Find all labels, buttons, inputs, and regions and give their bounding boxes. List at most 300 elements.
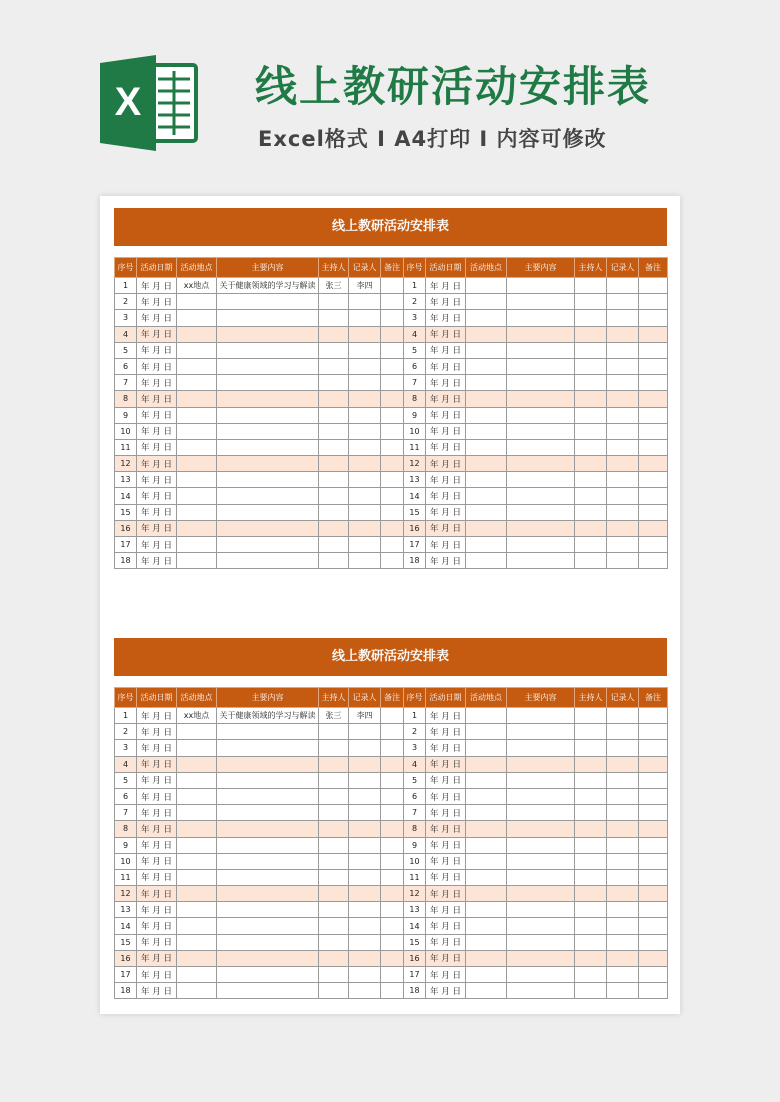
table-row [115, 821, 668, 837]
row-number: 8 [115, 821, 137, 837]
recorder-cell [607, 967, 639, 983]
content-cell [217, 788, 319, 804]
column-header: 备注 [639, 688, 668, 708]
note-cell [381, 772, 404, 788]
note-cell [381, 967, 404, 983]
content-cell [507, 788, 575, 804]
recorder-cell [607, 756, 639, 772]
row-number: 3 [404, 310, 426, 326]
content-cell [507, 342, 575, 358]
recorder-cell [607, 853, 639, 869]
place-cell [466, 278, 507, 294]
place-cell [466, 967, 507, 983]
row-number: 15 [404, 504, 426, 520]
content-cell [217, 375, 319, 391]
row-number: 18 [115, 553, 137, 569]
column-header: 活动地点 [177, 688, 217, 708]
row-number: 7 [115, 375, 137, 391]
column-header: 序号 [404, 688, 426, 708]
content-cell [507, 967, 575, 983]
content-cell [507, 724, 575, 740]
note-cell [381, 310, 404, 326]
note-cell [639, 520, 668, 536]
column-header: 主持人 [575, 688, 607, 708]
host-cell [319, 983, 349, 999]
host-cell [575, 472, 607, 488]
date-cell: 年 月 日 [137, 869, 177, 885]
content-cell [507, 407, 575, 423]
recorder-cell [607, 520, 639, 536]
date-cell: 年 月 日 [426, 537, 466, 553]
row-number: 18 [404, 553, 426, 569]
date-cell: 年 月 日 [426, 456, 466, 472]
column-header: 记录人 [349, 258, 381, 278]
recorder-cell [607, 472, 639, 488]
row-number: 5 [404, 342, 426, 358]
recorder-cell [607, 537, 639, 553]
recorder-cell [349, 342, 381, 358]
row-number: 15 [404, 934, 426, 950]
note-cell [639, 983, 668, 999]
host-cell [575, 853, 607, 869]
date-cell: 年 月 日 [426, 472, 466, 488]
excel-logo-icon [100, 55, 198, 151]
row-number: 16 [404, 520, 426, 536]
table-row [115, 869, 668, 885]
place-cell [177, 488, 217, 504]
row-number: 1 [115, 708, 137, 724]
note-cell [381, 488, 404, 504]
host-cell [319, 439, 349, 455]
note-cell [381, 439, 404, 455]
place-cell [466, 950, 507, 966]
content-cell [507, 886, 575, 902]
place-cell [177, 756, 217, 772]
place-cell [466, 983, 507, 999]
row-number: 10 [115, 853, 137, 869]
host-cell: 张三 [319, 708, 349, 724]
content-cell [217, 294, 319, 310]
row-number: 10 [404, 423, 426, 439]
row-number: 17 [404, 537, 426, 553]
date-cell: 年 月 日 [426, 358, 466, 374]
recorder-cell [607, 740, 639, 756]
content-cell [217, 488, 319, 504]
row-number: 15 [115, 504, 137, 520]
note-cell [381, 504, 404, 520]
date-cell: 年 月 日 [426, 853, 466, 869]
note-cell [639, 934, 668, 950]
table-row [115, 504, 668, 520]
note-cell [639, 472, 668, 488]
sheet-title: 线上教研活动安排表 [114, 638, 667, 676]
date-cell: 年 月 日 [137, 375, 177, 391]
table-row [115, 724, 668, 740]
recorder-cell [349, 472, 381, 488]
content-cell [507, 805, 575, 821]
content-cell [507, 869, 575, 885]
host-cell [319, 553, 349, 569]
place-cell [466, 886, 507, 902]
content-cell [507, 375, 575, 391]
host-cell [575, 967, 607, 983]
note-cell [639, 837, 668, 853]
host-cell [575, 869, 607, 885]
note-cell [381, 537, 404, 553]
content-cell [507, 488, 575, 504]
note-cell [381, 788, 404, 804]
note-cell [639, 886, 668, 902]
host-cell [319, 772, 349, 788]
date-cell: 年 月 日 [426, 805, 466, 821]
note-cell [381, 520, 404, 536]
date-cell: 年 月 日 [137, 520, 177, 536]
date-cell: 年 月 日 [426, 553, 466, 569]
date-cell: 年 月 日 [137, 740, 177, 756]
content-cell [507, 391, 575, 407]
date-cell: 年 月 日 [426, 423, 466, 439]
note-cell [639, 407, 668, 423]
place-cell [466, 837, 507, 853]
note-cell [381, 342, 404, 358]
recorder-cell [349, 886, 381, 902]
content-cell [507, 853, 575, 869]
date-cell: 年 月 日 [137, 918, 177, 934]
place-cell [177, 342, 217, 358]
host-cell [319, 788, 349, 804]
date-cell: 年 月 日 [137, 837, 177, 853]
recorder-cell [349, 983, 381, 999]
place-cell [177, 407, 217, 423]
content-cell [217, 772, 319, 788]
note-cell [639, 504, 668, 520]
place-cell [177, 358, 217, 374]
content-cell [217, 358, 319, 374]
recorder-cell [607, 724, 639, 740]
recorder-cell [349, 724, 381, 740]
content-cell [507, 821, 575, 837]
place-cell: xx地点 [177, 708, 217, 724]
recorder-cell [349, 821, 381, 837]
row-number: 6 [115, 788, 137, 804]
table-row [115, 310, 668, 326]
date-cell: 年 月 日 [137, 391, 177, 407]
table-row [115, 294, 668, 310]
place-cell [177, 504, 217, 520]
row-number: 7 [404, 805, 426, 821]
row-number: 16 [115, 950, 137, 966]
content-cell [217, 423, 319, 439]
recorder-cell [349, 853, 381, 869]
note-cell [639, 488, 668, 504]
table-row [115, 740, 668, 756]
date-cell: 年 月 日 [426, 740, 466, 756]
host-cell [319, 358, 349, 374]
content-cell [217, 553, 319, 569]
note-cell [381, 278, 404, 294]
row-number: 1 [404, 708, 426, 724]
content-cell [507, 326, 575, 342]
place-cell [177, 375, 217, 391]
table-row [115, 537, 668, 553]
place-cell [177, 553, 217, 569]
recorder-cell [349, 407, 381, 423]
place-cell [466, 488, 507, 504]
content-cell [507, 310, 575, 326]
place-cell [466, 708, 507, 724]
content-cell [217, 472, 319, 488]
table-row [115, 886, 668, 902]
host-cell [319, 488, 349, 504]
table-row [115, 375, 668, 391]
recorder-cell [349, 358, 381, 374]
place-cell [466, 902, 507, 918]
row-number: 3 [404, 740, 426, 756]
row-number: 18 [404, 983, 426, 999]
date-cell: 年 月 日 [137, 821, 177, 837]
row-number: 5 [404, 772, 426, 788]
place-cell [466, 788, 507, 804]
row-number: 10 [115, 423, 137, 439]
note-cell [639, 918, 668, 934]
content-cell [217, 950, 319, 966]
schedule-sheet-2 [114, 638, 667, 999]
column-header: 活动日期 [426, 258, 466, 278]
date-cell: 年 月 日 [137, 708, 177, 724]
place-cell [177, 788, 217, 804]
host-cell [575, 278, 607, 294]
date-cell: 年 月 日 [426, 724, 466, 740]
note-cell [639, 869, 668, 885]
row-number: 5 [115, 772, 137, 788]
date-cell: 年 月 日 [137, 342, 177, 358]
recorder-cell [349, 488, 381, 504]
place-cell [177, 837, 217, 853]
column-header: 主要内容 [217, 688, 319, 708]
place-cell [177, 902, 217, 918]
recorder-cell [349, 756, 381, 772]
table-row [115, 805, 668, 821]
host-cell [575, 553, 607, 569]
recorder-cell [607, 407, 639, 423]
recorder-cell [607, 886, 639, 902]
row-number: 6 [404, 788, 426, 804]
date-cell: 年 月 日 [426, 520, 466, 536]
column-header: 记录人 [607, 688, 639, 708]
content-cell [507, 472, 575, 488]
column-header: 活动日期 [426, 688, 466, 708]
row-number: 14 [115, 488, 137, 504]
recorder-cell [607, 821, 639, 837]
date-cell: 年 月 日 [137, 934, 177, 950]
note-cell [381, 853, 404, 869]
recorder-cell [607, 294, 639, 310]
host-cell [575, 934, 607, 950]
host-cell [575, 821, 607, 837]
column-header: 主要内容 [507, 258, 575, 278]
content-cell [217, 520, 319, 536]
place-cell: xx地点 [177, 278, 217, 294]
recorder-cell [349, 423, 381, 439]
column-header: 活动地点 [177, 258, 217, 278]
host-cell [575, 708, 607, 724]
host-cell [575, 520, 607, 536]
sheet-title: 线上教研活动安排表 [114, 208, 667, 246]
recorder-cell [607, 375, 639, 391]
host-cell [319, 423, 349, 439]
date-cell: 年 月 日 [426, 278, 466, 294]
table-row [115, 326, 668, 342]
place-cell [177, 439, 217, 455]
place-cell [466, 375, 507, 391]
table-row [115, 918, 668, 934]
page-header [0, 0, 780, 190]
place-cell [177, 918, 217, 934]
recorder-cell [349, 772, 381, 788]
date-cell: 年 月 日 [426, 326, 466, 342]
content-cell [507, 423, 575, 439]
table-row [115, 342, 668, 358]
place-cell [466, 537, 507, 553]
table-row [115, 278, 668, 294]
content-cell: 关于健康领域的学习与解读 [217, 708, 319, 724]
place-cell [177, 983, 217, 999]
recorder-cell [607, 310, 639, 326]
content-cell [217, 740, 319, 756]
note-cell [639, 537, 668, 553]
date-cell: 年 月 日 [426, 837, 466, 853]
table-row [115, 756, 668, 772]
recorder-cell [349, 537, 381, 553]
table-row [115, 423, 668, 439]
note-cell [381, 375, 404, 391]
content-cell [217, 407, 319, 423]
date-cell: 年 月 日 [137, 756, 177, 772]
place-cell [466, 326, 507, 342]
date-cell: 年 月 日 [137, 326, 177, 342]
date-cell: 年 月 日 [426, 788, 466, 804]
row-number: 6 [115, 358, 137, 374]
note-cell [381, 805, 404, 821]
page-subtitle: Excel格式 I A4打印 I 内容可修改 [258, 127, 607, 151]
place-cell [466, 294, 507, 310]
recorder-cell [349, 439, 381, 455]
recorder-cell [607, 278, 639, 294]
content-cell [217, 504, 319, 520]
note-cell [639, 358, 668, 374]
content-cell [217, 967, 319, 983]
host-cell [319, 740, 349, 756]
host-cell [319, 472, 349, 488]
host-cell [319, 805, 349, 821]
date-cell: 年 月 日 [426, 772, 466, 788]
place-cell [466, 805, 507, 821]
place-cell [177, 950, 217, 966]
note-cell [381, 756, 404, 772]
recorder-cell [349, 869, 381, 885]
recorder-cell [607, 950, 639, 966]
date-cell: 年 月 日 [137, 407, 177, 423]
recorder-cell [607, 983, 639, 999]
note-cell [639, 740, 668, 756]
host-cell [319, 294, 349, 310]
host-cell [319, 853, 349, 869]
note-cell [381, 950, 404, 966]
date-cell: 年 月 日 [426, 294, 466, 310]
note-cell [639, 342, 668, 358]
content-cell [217, 756, 319, 772]
table-row [115, 472, 668, 488]
content-cell [507, 358, 575, 374]
content-cell [217, 902, 319, 918]
host-cell [575, 439, 607, 455]
place-cell [466, 869, 507, 885]
row-number: 12 [115, 456, 137, 472]
host-cell [575, 391, 607, 407]
place-cell [466, 724, 507, 740]
column-header: 主要内容 [217, 258, 319, 278]
place-cell [466, 439, 507, 455]
note-cell [639, 278, 668, 294]
place-cell [177, 967, 217, 983]
row-number: 10 [404, 853, 426, 869]
recorder-cell [349, 902, 381, 918]
recorder-cell [349, 391, 381, 407]
host-cell [319, 375, 349, 391]
host-cell [319, 407, 349, 423]
note-cell [639, 967, 668, 983]
note-cell [381, 391, 404, 407]
host-cell [319, 504, 349, 520]
note-cell [639, 821, 668, 837]
place-cell [466, 918, 507, 934]
column-header: 主持人 [575, 258, 607, 278]
date-cell: 年 月 日 [137, 967, 177, 983]
row-number: 1 [404, 278, 426, 294]
host-cell [575, 326, 607, 342]
note-cell [639, 950, 668, 966]
content-cell [507, 902, 575, 918]
note-cell [639, 294, 668, 310]
host-cell [319, 902, 349, 918]
host-cell [319, 918, 349, 934]
date-cell: 年 月 日 [426, 756, 466, 772]
content-cell [217, 456, 319, 472]
place-cell [466, 342, 507, 358]
column-header: 主持人 [319, 688, 349, 708]
row-number: 6 [404, 358, 426, 374]
note-cell [381, 724, 404, 740]
date-cell: 年 月 日 [426, 886, 466, 902]
row-number: 9 [115, 407, 137, 423]
place-cell [466, 553, 507, 569]
date-cell: 年 月 日 [426, 983, 466, 999]
content-cell [507, 934, 575, 950]
column-header: 序号 [115, 688, 137, 708]
recorder-cell [607, 805, 639, 821]
host-cell [575, 294, 607, 310]
place-cell [177, 740, 217, 756]
host-cell [575, 837, 607, 853]
date-cell: 年 月 日 [426, 708, 466, 724]
row-number: 2 [404, 294, 426, 310]
recorder-cell [607, 358, 639, 374]
recorder-cell [349, 740, 381, 756]
content-cell [217, 821, 319, 837]
host-cell [575, 724, 607, 740]
host-cell [319, 821, 349, 837]
date-cell: 年 月 日 [137, 788, 177, 804]
